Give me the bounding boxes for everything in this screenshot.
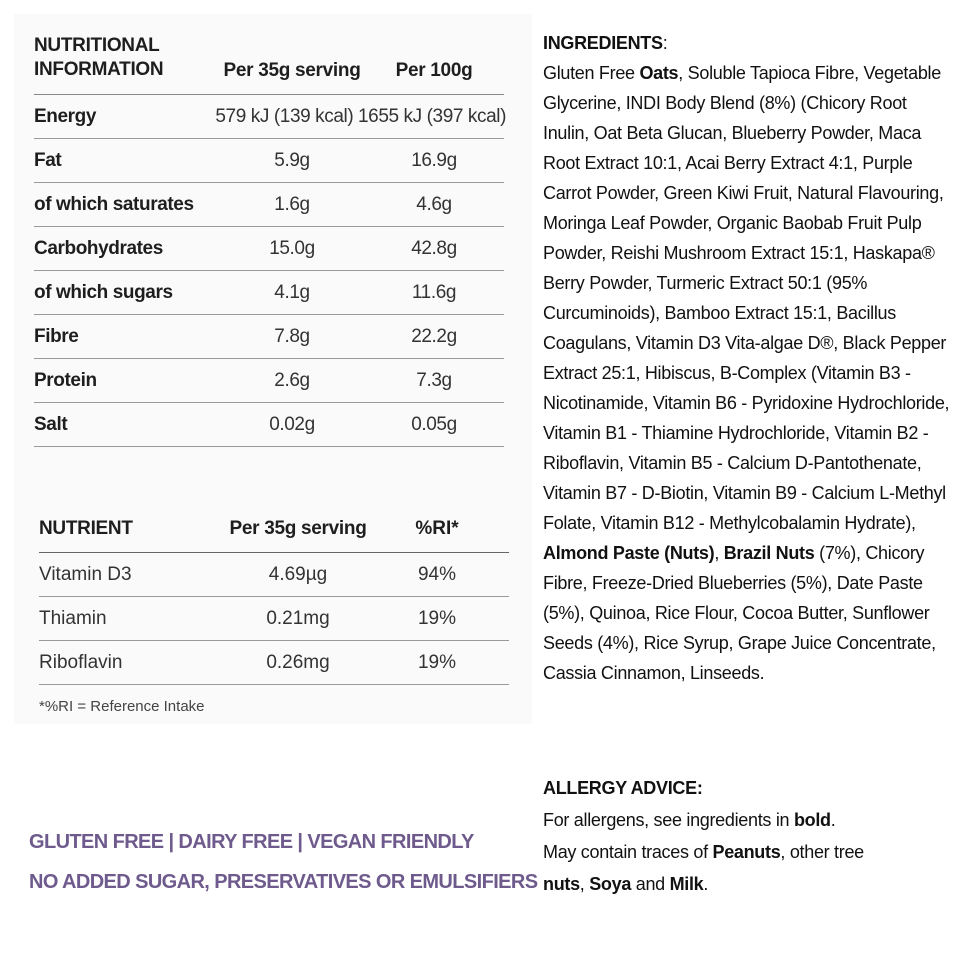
- nutrient-per-serving-header: Per 35g serving: [229, 518, 367, 539]
- per-serving-value: 1.6g: [274, 193, 310, 215]
- per-100g-value: 16.9g: [411, 149, 457, 171]
- nutrient-label: Fibre: [34, 325, 79, 347]
- claims-line1: GLUTEN FREE | DAIRY FREE | VEGAN FRIENDLY: [29, 831, 474, 853]
- per-serving-value: 15.0g: [269, 237, 315, 259]
- allergy-text: .: [830, 810, 836, 830]
- nutrient-label: of which saturates: [34, 193, 194, 215]
- nutrient-ri: 94%: [417, 563, 457, 585]
- nutrient-label: Fat: [34, 149, 62, 171]
- allergy-text: .: [703, 874, 709, 894]
- nutrient-row: [39, 553, 509, 597]
- nutrient-ri: 19%: [417, 651, 457, 673]
- ingredients-section: [543, 28, 953, 688]
- ri-footnote: *%RI = Reference Intake: [39, 698, 205, 715]
- nutrient-label: Protein: [34, 369, 97, 391]
- nutrient-label: Energy: [34, 105, 97, 127]
- ingredient-text: Gluten Free: [543, 63, 640, 83]
- nutrient-header: NUTRIENT: [39, 518, 133, 539]
- per-serving-value: 4.1g: [274, 281, 310, 303]
- nutrition-title-line1: NUTRITIONAL: [34, 35, 160, 56]
- ingredients-heading: INGREDIENTS: [543, 33, 663, 53]
- per-serving-value: 2.6g: [274, 369, 310, 391]
- allergy-line2: [543, 836, 953, 868]
- nutrient-label: Carbohydrates: [34, 237, 163, 259]
- per-serving-value: 5.9g: [274, 149, 310, 171]
- per-100g-value: 42.8g: [411, 237, 457, 259]
- per-100g-value: 7.3g: [416, 369, 452, 391]
- allergen-nuts: nuts: [543, 874, 580, 894]
- allergen-peanuts: Peanuts: [712, 842, 781, 862]
- nutrient-row: [39, 597, 509, 641]
- allergy-heading: ALLERGY ADVICE:: [543, 778, 703, 798]
- ingredient-allergen: Oats: [639, 63, 679, 83]
- per-serving-value: 0.02g: [269, 413, 315, 435]
- allergy-text: and: [631, 874, 670, 894]
- ingredient-allergen: Brazil Nuts: [723, 543, 815, 563]
- ingredient-text: (7%), Chicory Fibre, Freeze-Dried Blueberries (5%), Date Paste (5%), Quinoa, Rice Flour, Cocoa Butter, Sunflower Seeds (4%), Rice Syrup, Grape Juice Concentrate, Cassia Cinnamon, Linseeds.: [543, 543, 936, 683]
- allergy-line1: [543, 804, 953, 836]
- allergy-text: For allergens, see ingredients in: [543, 810, 794, 830]
- allergen-milk: Milk: [669, 874, 704, 894]
- nutrient-amount: 0.21mg: [266, 607, 330, 629]
- nutrition-table-header: [34, 30, 504, 95]
- per-serving-value: 7.8g: [274, 325, 310, 347]
- ri-header: %RI*: [415, 518, 459, 539]
- nutrient-rows: [39, 553, 509, 685]
- allergy-section: [543, 772, 953, 900]
- ingredient-allergen: Almond Paste (Nuts): [543, 543, 715, 563]
- allergy-text: May contain traces of: [543, 842, 713, 862]
- nutrient-name: Thiamin: [39, 607, 107, 629]
- nutrition-row: [34, 183, 504, 227]
- nutrition-row: [34, 227, 504, 271]
- allergy-bold-word: bold: [793, 810, 831, 830]
- nutrient-label: of which sugars: [34, 281, 173, 303]
- nutrient-table-header: [39, 500, 509, 553]
- nutrient-row: [39, 641, 509, 685]
- product-claims: [29, 828, 537, 908]
- per-100g-value: 11.6g: [411, 281, 457, 303]
- nutrient-label: Salt: [34, 413, 68, 435]
- nutrition-row: [34, 315, 504, 359]
- claims-line2: NO ADDED SUGAR, PRESERVATIVES OR EMULSIFIERS: [29, 871, 538, 893]
- nutrient-amount: 0.26mg: [266, 651, 330, 673]
- nutrition-title-line2: INFORMATION: [34, 59, 164, 80]
- allergy-text: ,: [579, 874, 590, 894]
- nutrition-row: [34, 403, 504, 447]
- per-100g-value: 0.05g: [411, 413, 457, 435]
- per-serving-value: 579 kJ (139 kcal): [215, 105, 354, 127]
- nutrition-row: [34, 139, 504, 183]
- ingredient-text: ,: [714, 543, 724, 563]
- nutrition-rows: [34, 95, 507, 447]
- nutrition-table-title: [34, 34, 220, 94]
- per-serving-header: Per 35g serving: [223, 60, 361, 81]
- per-100g-value: 4.6g: [416, 193, 452, 215]
- nutrient-amount: 4.69µg: [268, 563, 328, 585]
- allergy-text: , other tree: [780, 842, 864, 862]
- ingredient-text: , Soluble Tapioca Fibre, Vegetable Glycerine, INDI Body Blend (8%) (Chicory Root Inulin, Oat Beta Glucan, Blueberry Powder, Maca Root Extract 10:1, Acai Berry Extract 4:1, Purple Carrot Powder, Green Kiwi Fruit, Natural Flavouring, Moringa Leaf Powder, Organic Baobab Fruit Pulp Powder, Reishi Mushroom Extract 15:1, Haskapa® Berry Powder, Turmeric Extract 50:1 (95% Curcuminoids), Bamboo Extract 15:1, Bacillus Coagulans, Vitamin D3 Vita-algae D®, Black Pepper Extract 25:1, Hibiscus, B-Complex (Vitamin B3 - Nicotinamide, Vitamin B6 - Pyridoxine Hydrochloride, Vitamin B1 - Thiamine Hydrochloride, Vitamin B2 -Riboflavin, Vitamin B5 - Calcium D-Pantothenate, Vitamin B7 - D-Biotin, Vitamin B9 - Calcium L-Methyl Folate, Vitamin B12 - Methylcobalamin Hydrate),: [543, 63, 950, 533]
- nutrient-name: Riboflavin: [39, 651, 123, 673]
- nutrient-ri: 19%: [417, 607, 457, 629]
- nutrition-table: [34, 30, 507, 447]
- allergen-soya: Soya: [589, 874, 632, 894]
- per-100g-value: 1655 kJ (397 kcal): [358, 105, 507, 127]
- nutrient-name: Vitamin D3: [39, 563, 132, 585]
- nutrition-row: [34, 359, 504, 403]
- per-100g-header: Per 100g: [395, 60, 473, 81]
- ingredients-heading-colon: :: [662, 33, 668, 53]
- ingredients-text: [543, 58, 953, 688]
- per-100g-value: 22.2g: [411, 325, 457, 347]
- nutrition-row: [34, 95, 507, 139]
- ingredients-heading-line: [543, 28, 953, 58]
- allergy-line3: [543, 868, 953, 900]
- nutrition-row: [34, 271, 504, 315]
- nutrient-table: [39, 500, 509, 685]
